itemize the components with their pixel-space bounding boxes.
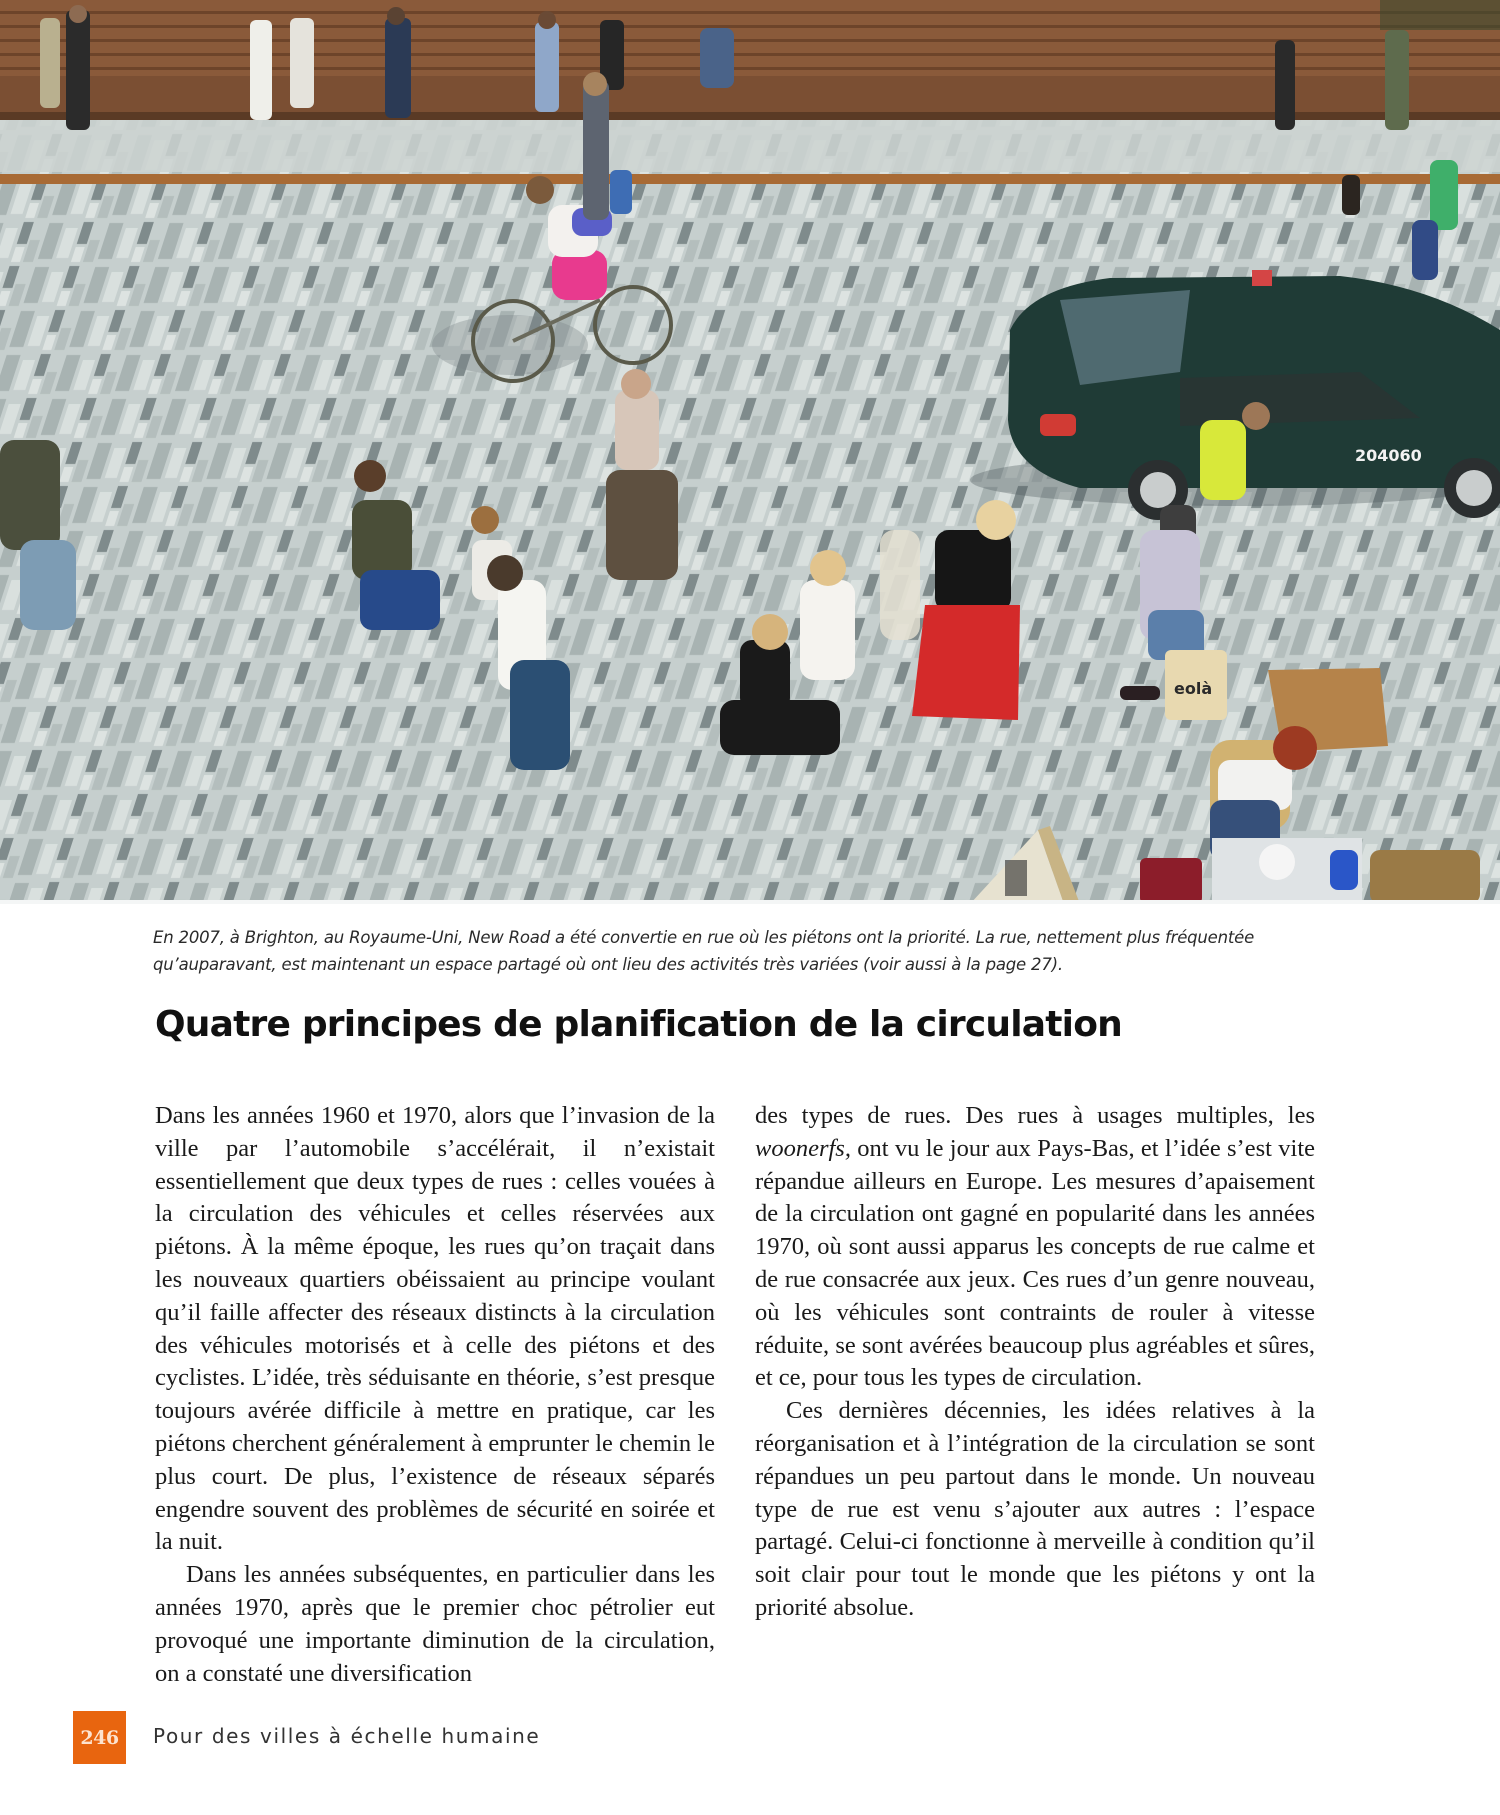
section-heading: Quatre principes de planification de la circulation [155, 1004, 1122, 1045]
paragraph [755, 1100, 1315, 1395]
bag-text: eolà [1174, 679, 1213, 698]
caption-line-1: En 2007, à Brighton, au Royaume-Uni, New Road a été convertie en rue où les piétons ont la priorité. La rue, nettement plus fréquentée [153, 928, 1255, 947]
italic-term-woonerfs: woonerfs, [755, 1134, 851, 1162]
paragraph: Ces dernières décennies, les idées relatives à la réorganisation et à l’intégration de la circulation se sont répandues un peu partout dans le monde. Un nouveau type de rue est venu s’ajouter aux autres : l’espace partagé. Celui-ci fonctionne à merveille à condition qu’il soit clair pour tout le monde que les piétons y ont la priorité absolue. [755, 1397, 1315, 1621]
paragraph: Dans les années 1960 et 1970, alors que l’invasion de la ville par l’automobile s’accélérait, il n’existait essentiellement que deux types de rues : celles vouées à la circulation des véhicules et celles réservées aux piétons. À la même époque, les rues qu’on traçait dans les nouveaux quartiers obéissaient au principe voulant qu’il faille affecter des réseaux distincts à la circulation des véhicules motorisés et à celle des piétons et des cyclistes. L’idée, très séduisante en théorie, s’est presque toujours avérée difficile à mettre en pratique, car les piétons cherchent généralement à emprunter le chemin le plus court. De plus, l’existence de réseaux séparés engendre souvent des problèmes de sécurité en soirée et la nuit. [155, 1102, 715, 1556]
text-run: des types de rues. Des rues à usages multiples, les [755, 1102, 1315, 1129]
caption-line-2: qu’auparavant, est maintenant un espace partagé où ont lieu des activités très variées (voir aussi à la page 27). [153, 955, 1063, 974]
photo-caption [153, 924, 1273, 978]
street-photo [0, 0, 1500, 904]
text-run: ont vu le jour aux Pays-Bas, et l’idée s’est vite répandue ailleurs en Europe. Les mesures d’apaisement de la circulation ont gagné en popularité dans les années 1970, où sont aussi apparus les concepts de rue calme et de rue consacrée aux jeux. Ces rues d’un genre nouveau, où les véhicules sont contraints de rouler à vitesse réduite, se sont avérées beaucoup plus agréables et sûres, et ce, pour tous les types de circulation. [755, 1134, 1315, 1392]
street-photo-illustration [0, 0, 1500, 904]
taxi-roof-sign [1252, 270, 1272, 286]
body-column-right [755, 1100, 1315, 1625]
drain-channel [0, 174, 1500, 184]
running-title: Pour des villes à échelle humaine [153, 1724, 541, 1748]
body-column-left [155, 1100, 715, 1690]
paragraph: Dans les années subséquentes, en particulier dans les années 1970, après que le premier choc pétrolier eut provoqué une importante diminution de la circulation, on a constaté une diversification [155, 1561, 715, 1687]
taxi-number: 204060 [1355, 446, 1422, 465]
page-number-badge [73, 1711, 126, 1764]
red-skirt [912, 605, 1020, 720]
page-number: 246 [80, 1726, 119, 1749]
